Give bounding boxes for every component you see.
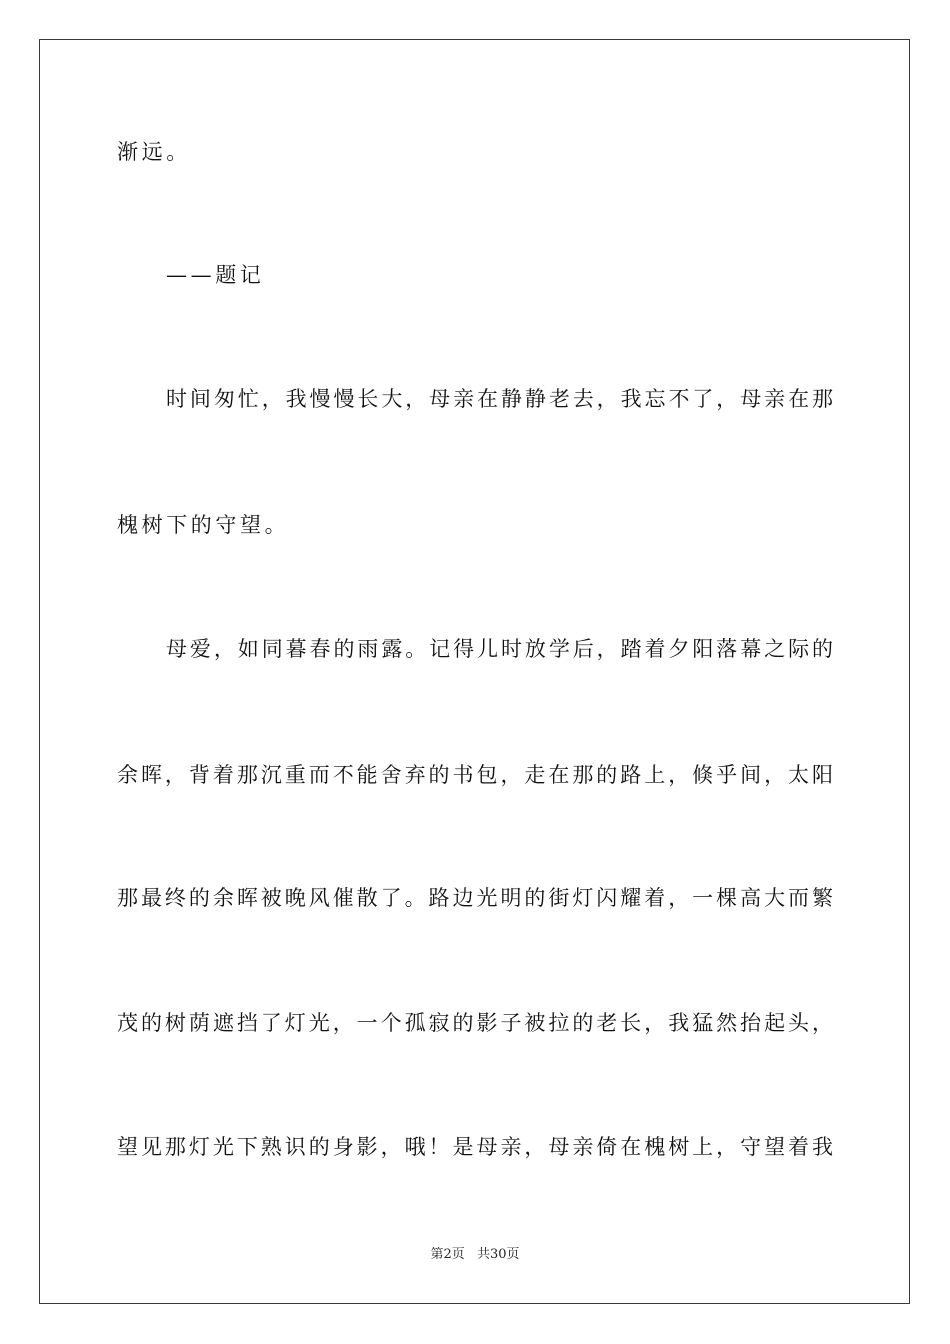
page-border <box>39 39 910 1304</box>
paragraph-line: 时间匆忙，我慢慢长大，母亲在静静老去，我忘不了，母亲在那 <box>166 387 833 411</box>
paragraph-line: 那最终的余晖被晚风催散了。路边光明的街灯闪耀着，一棵高大而繁 <box>117 886 833 910</box>
epigraph-attribution: ——题记 <box>166 263 265 287</box>
page-footer <box>0 1246 950 1264</box>
paragraph-line: 茂的树荫遮挡了灯光，一个孤寂的影子被拉的老长，我猛然抬起头， <box>117 1011 833 1035</box>
page-number: 第2页 <box>430 1247 465 1262</box>
text-line: 渐远。 <box>117 140 191 164</box>
page-total: 共30页 <box>476 1247 520 1262</box>
paragraph-line: 余晖，背着那沉重而不能舍弃的书包，走在那的路上，倏乎间，太阳 <box>117 763 833 787</box>
paragraph-line: 母爱，如同暮春的雨露。记得儿时放学后，踏着夕阳落幕之际的 <box>166 637 833 661</box>
paragraph-line: 槐树下的守望。 <box>117 513 290 537</box>
paragraph-line: 望见那灯光下熟识的身影，哦！是母亲，母亲倚在槐树上，守望着我 <box>117 1135 833 1159</box>
